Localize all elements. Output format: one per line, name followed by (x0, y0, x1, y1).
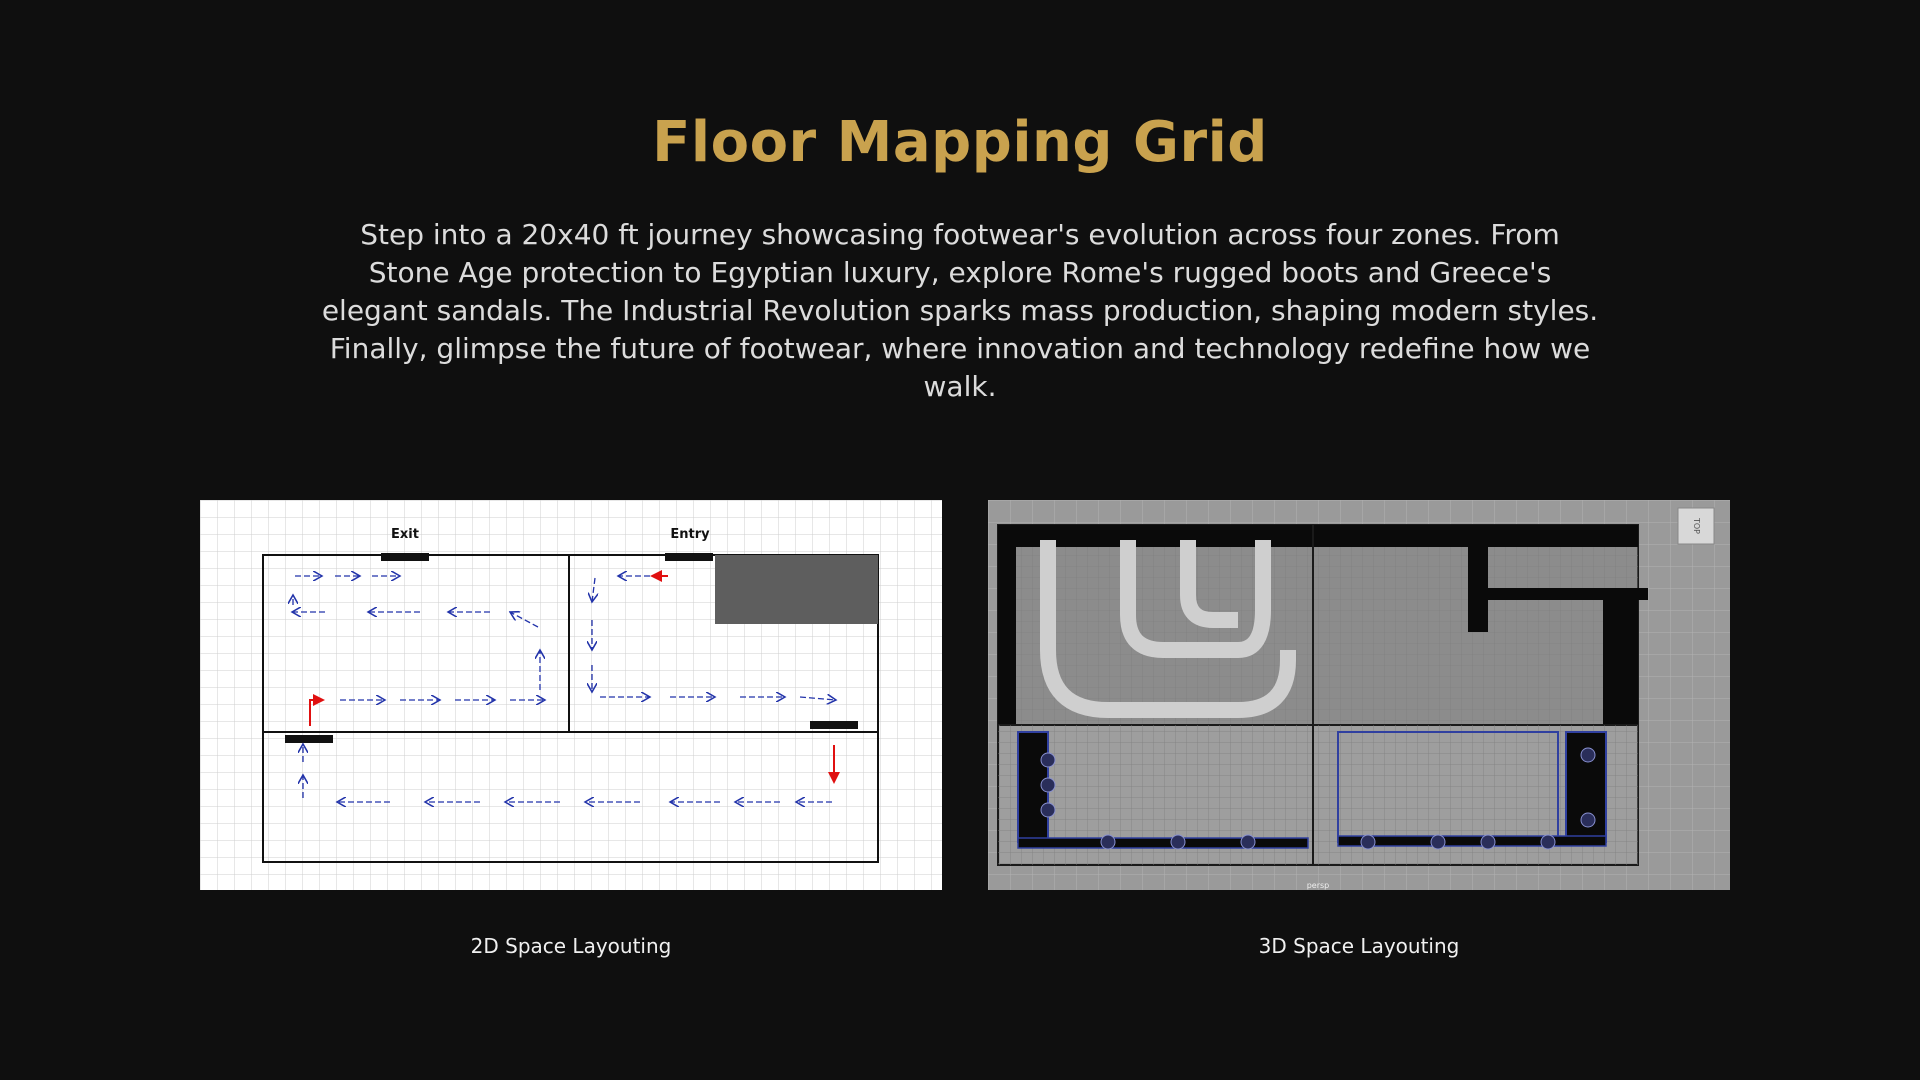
floor-plan-3d (988, 500, 1730, 890)
camera-label: persp (1306, 881, 1330, 890)
blocked-area (715, 555, 878, 624)
floor-plan-3d-image (988, 500, 1730, 890)
caption-3d: 3D Space Layouting (1258, 934, 1460, 958)
entry-label: Entry (670, 527, 710, 542)
entry-door (665, 553, 713, 561)
floor-plan-2d-image (200, 500, 942, 890)
right-door (810, 721, 858, 729)
caption-2d: 2D Space Layouting (470, 934, 672, 958)
floor-plan-2d (200, 500, 942, 890)
page-description: Step into a 20x40 ft journey showcasing footwear's evolution across four zones. From Stone Age protection to Egyptian luxury, explore Rome's rugged boots and Greece's elegant sandals. The Industrial Revolution sparks mass production, shaping modern styles. Finally, glimpse the future of footwear, where innovation and technology redefine how we walk. (321, 218, 1599, 403)
page-title: Floor Mapping Grid (652, 110, 1268, 175)
view-cube-label: TOP (1692, 517, 1701, 535)
exit-door (381, 553, 429, 561)
lower-door (285, 735, 333, 743)
exit-label: Exit (391, 527, 419, 542)
